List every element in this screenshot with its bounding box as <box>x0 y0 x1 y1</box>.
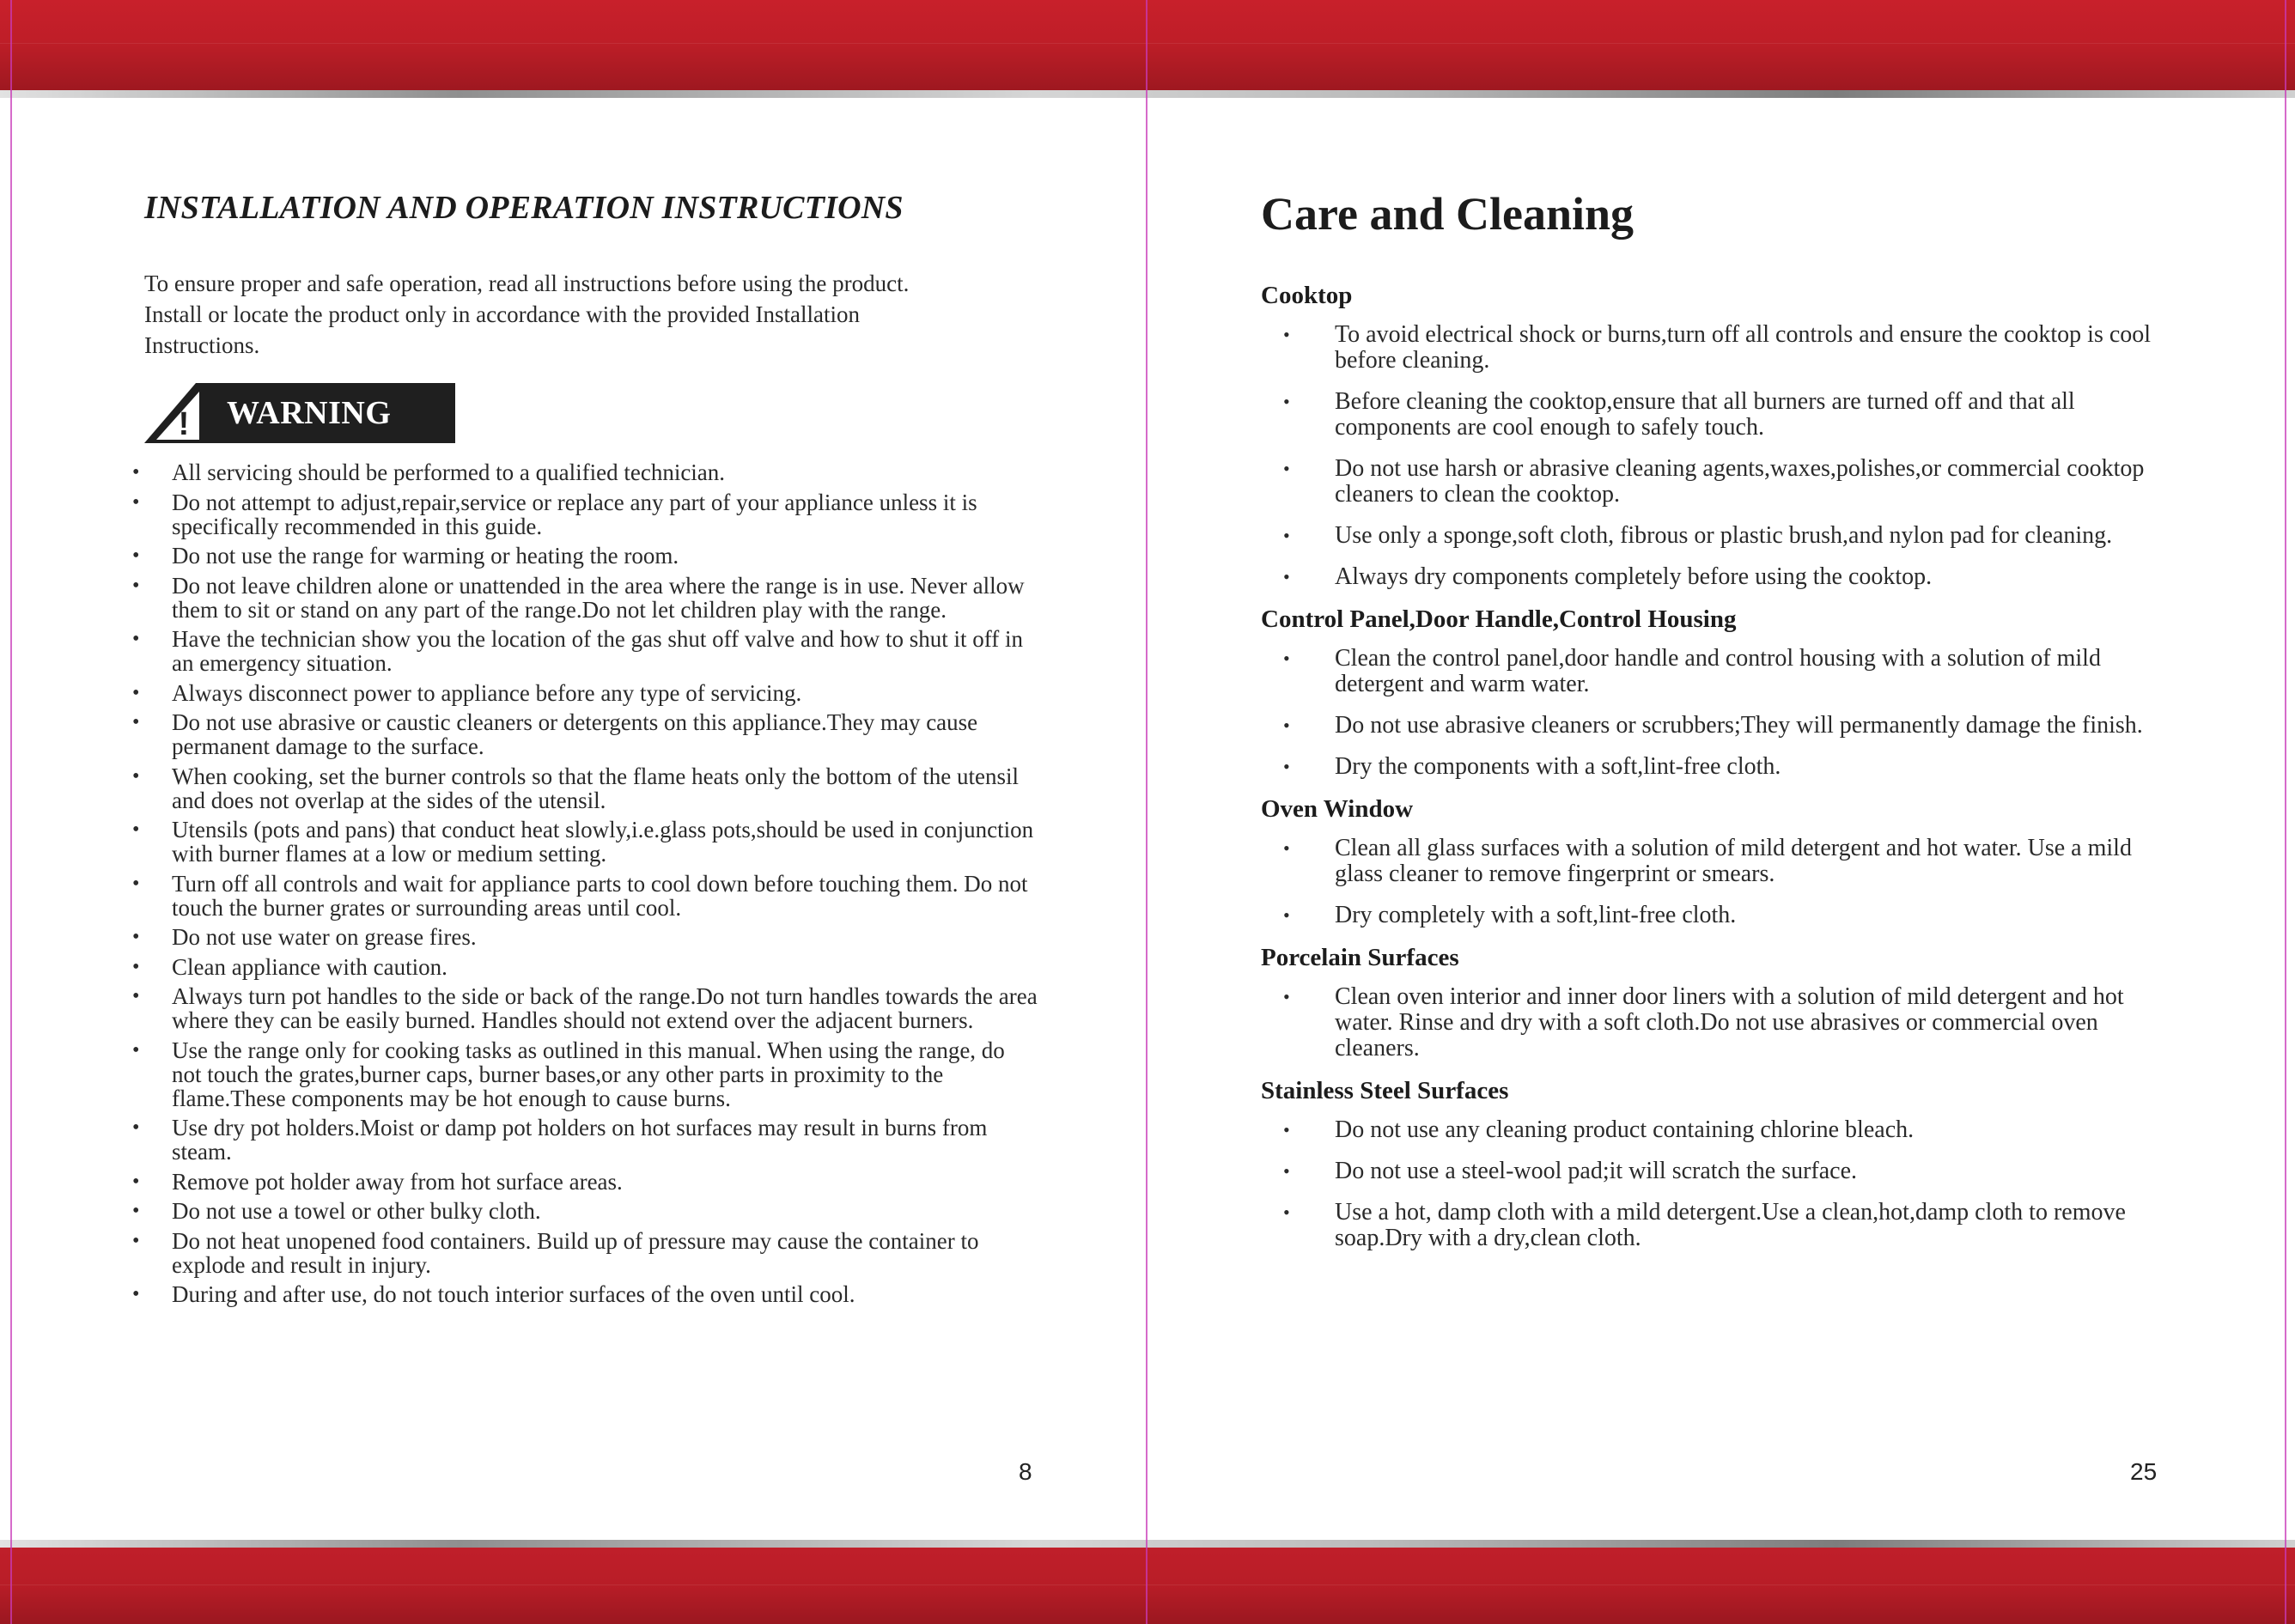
bottom-red-band <box>0 1548 2295 1624</box>
cleaning-list-item <box>1261 564 2163 590</box>
warning-item-text: When cooking, set the burner controls so that the flame heats only the bottom of the utensil and does not overlap at the sides of the utensil. <box>172 763 1020 813</box>
warning-list-item <box>125 818 1038 866</box>
cleaning-item-text: Always dry components completely before using the cooktop. <box>1335 563 1933 590</box>
bullet-icon: • <box>132 544 140 567</box>
warning-list-item <box>125 574 1038 622</box>
cleaning-item-text: Use a hot, damp cloth with a mild detergent.Use a clean,hot,damp cloth to remove soap.Dry with a dry,clean cloth. <box>1335 1199 2126 1251</box>
warning-list-item <box>125 1199 1038 1223</box>
bullet-icon: • <box>132 490 140 514</box>
warning-triangle-icon <box>144 383 206 443</box>
warning-list-item <box>125 710 1038 758</box>
warning-item-text: Always disconnect power to appliance before any type of servicing. <box>172 679 802 706</box>
cleaning-list-item <box>1261 523 2163 549</box>
cleaning-list-item <box>1261 713 2163 739</box>
section-title: Control Panel,Door Handle,Control Housing <box>1261 605 1737 633</box>
bullet-icon: • <box>1283 458 1290 479</box>
warning-item-text: Do not use water on grease fires. <box>172 924 477 950</box>
cleaning-list-item <box>1261 754 2163 780</box>
bullet-icon: • <box>132 1170 140 1193</box>
cleaning-list-item <box>1261 1200 2163 1251</box>
warning-item-text: Do not attempt to adjust,repair,service or replace any part of your appliance unless it is specifically recommended in this guide. <box>172 489 977 539</box>
bullet-icon: • <box>1283 1160 1290 1182</box>
bullet-icon: • <box>1283 904 1290 926</box>
cleaning-item-text: Do not use any cleaning product containing chlorine bleach. <box>1335 1116 1915 1143</box>
left-page <box>132 189 1038 1312</box>
section-title: Stainless Steel Surfaces <box>1261 1077 1509 1104</box>
warning-list-item <box>125 1116 1038 1164</box>
cleaning-item-text: Do not use a steel-wool pad;it will scratch the surface. <box>1335 1158 1858 1184</box>
warning-list-item <box>125 490 1038 538</box>
warning-list-item <box>125 872 1038 920</box>
bullet-icon: • <box>1283 756 1290 777</box>
warning-list-item <box>125 627 1038 675</box>
bullet-icon: • <box>132 461 140 484</box>
section-title: Cooktop <box>1261 282 1353 309</box>
warning-list-item <box>125 544 1038 568</box>
warning-item-text: Use dry pot holders.Moist or damp pot holders on hot surfaces may result in burns from steam. <box>172 1115 988 1165</box>
cleaning-list-item <box>1261 903 2163 928</box>
page-guide-right <box>2285 0 2286 1624</box>
bullet-icon: • <box>1283 648 1290 669</box>
bullet-icon: • <box>1283 324 1290 345</box>
warning-list-item <box>125 1170 1038 1194</box>
bullet-icon: • <box>132 711 140 733</box>
warning-list-item <box>125 460 1038 484</box>
top-band-shadow <box>0 90 2295 98</box>
cleaning-sections <box>1261 282 2163 1251</box>
cleaning-item-text: Clean the control panel,door handle and control housing with a solution of mild detergent and warm water. <box>1335 645 2101 697</box>
warning-list-item <box>125 1282 1038 1306</box>
intro-line: Install or locate the product only in accordance with the provided Installation <box>144 301 860 327</box>
section-list <box>1261 646 2163 780</box>
warning-exclamation: ! <box>178 406 190 442</box>
page-guide-center <box>1146 0 1148 1624</box>
cleaning-list-item <box>1261 322 2163 374</box>
warning-item-text: Clean appliance with caution. <box>172 953 447 980</box>
bullet-icon: • <box>132 764 140 788</box>
cleaning-list-item <box>1261 836 2163 887</box>
bullet-icon: • <box>132 1229 140 1252</box>
bullet-icon: • <box>1283 566 1290 587</box>
page-number-right: 25 <box>2130 1458 2158 1485</box>
section-list <box>1261 322 2163 590</box>
bullet-icon: • <box>132 1116 140 1139</box>
warning-item-text: Always turn pot handles to the side or back of the range.Do not turn handles towards the area where they can be easily burned. Handles should not extend over the adjacent burners. <box>172 983 1038 1033</box>
warning-list-item <box>125 1229 1038 1277</box>
warning-list-item <box>125 925 1038 949</box>
cleaning-item-text: Dry completely with a soft,lint-free cloth. <box>1335 902 1737 928</box>
care-cleaning-heading: Care and Cleaning <box>1261 188 1635 240</box>
bullet-icon: • <box>1283 715 1290 736</box>
intro-paragraph <box>144 268 1038 361</box>
bullet-icon: • <box>132 1200 140 1222</box>
warning-item-text: Remove pot holder away from hot surface areas. <box>172 1168 623 1195</box>
warning-label <box>144 383 455 443</box>
warning-item-text: Do not use a towel or other bulky cloth. <box>172 1198 541 1224</box>
cleaning-list-item <box>1261 646 2163 697</box>
cleaning-list-item <box>1261 1117 2163 1143</box>
warning-list <box>125 460 1038 1306</box>
section-title: Oven Window <box>1261 795 1414 823</box>
warning-text: WARNING <box>206 383 455 443</box>
bullet-icon: • <box>132 818 140 841</box>
bullet-icon: • <box>1283 837 1290 859</box>
bullet-icon: • <box>1283 525 1290 546</box>
warning-item-text: All servicing should be performed to a qualified technician. <box>172 459 726 485</box>
top-red-band <box>0 0 2295 90</box>
cleaning-item-text: Clean oven interior and inner door liners with a solution of mild detergent and hot water. Rinse and dry with a soft cloth.Do not use abrasives or commercial oven cleaners. <box>1335 983 2124 1061</box>
cleaning-item-text: Do not use harsh or abrasive cleaning agents,waxes,polishes,or commercial cooktop cleaners to clean the cooktop. <box>1335 455 2145 508</box>
cleaning-list-item <box>1261 456 2163 508</box>
warning-list-item <box>125 1038 1038 1110</box>
cleaning-item-text: Clean all glass surfaces with a solution of mild detergent and hot water. Use a mild glass cleaner to remove fingerprint or smears. <box>1335 835 2132 887</box>
warning-list-item <box>125 681 1038 705</box>
bullet-icon: • <box>132 628 140 650</box>
warning-list-item <box>125 955 1038 979</box>
right-page <box>1261 187 2163 1267</box>
section-list <box>1261 836 2163 928</box>
page-number-left: 8 <box>1019 1458 1032 1485</box>
section-list <box>1261 984 2163 1061</box>
bullet-icon: • <box>132 985 140 1007</box>
bullet-icon: • <box>132 574 140 597</box>
warning-item-text: Do not use abrasive or caustic cleaners or detergents on this appliance.They may cause permanent damage to the surface. <box>172 709 978 759</box>
installation-heading: INSTALLATION AND OPERATION INSTRUCTIONS <box>144 190 904 226</box>
warning-item-text: Turn off all controls and wait for appliance parts to cool down before touching them. Do not touch the burner grates or surrounding areas until cool. <box>172 870 1028 921</box>
cleaning-item-text: Do not use abrasive cleaners or scrubbers;They will permanently damage the finish. <box>1335 712 2143 739</box>
bullet-icon: • <box>132 1038 140 1061</box>
warning-item-text: Use the range only for cooking tasks as outlined in this manual. When using the range, do not touch the grates,burner caps, burner bases,or any other parts in proximity to the flame.These components may be hot enough to cause burns. <box>172 1037 1005 1111</box>
bullet-icon: • <box>132 681 140 704</box>
warning-item-text: Do not leave children alone or unattended in the area where the range is in use. Never allow them to sit or stand on any part of the range.Do not let children play with the range. <box>172 572 1025 623</box>
cleaning-list-item <box>1261 1159 2163 1184</box>
intro-line: To ensure proper and safe operation, read all instructions before using the product. <box>144 271 910 296</box>
warning-list-item <box>125 984 1038 1032</box>
section-title: Porcelain Surfaces <box>1261 944 1459 971</box>
warning-item-text: Have the technician show you the location of the gas shut off valve and how to shut it off in an emergency situation. <box>172 626 1024 676</box>
cleaning-list-item <box>1261 984 2163 1061</box>
bullet-icon: • <box>132 926 140 948</box>
bullet-icon: • <box>132 955 140 978</box>
cleaning-item-text: Dry the components with a soft,lint-free cloth. <box>1335 753 1781 780</box>
cleaning-list-item <box>1261 389 2163 441</box>
cleaning-item-text: To avoid electrical shock or burns,turn off all controls and ensure the cooktop is cool before cleaning. <box>1335 321 2152 374</box>
bullet-icon: • <box>1283 1119 1290 1140</box>
warning-item-text: Do not use the range for warming or heating the room. <box>172 543 679 569</box>
intro-line: Instructions. <box>144 332 260 358</box>
page-guide-left <box>10 0 12 1624</box>
cleaning-item-text: Use only a sponge,soft cloth, fibrous or plastic brush,and nylon pad for cleaning. <box>1335 522 2113 549</box>
bullet-icon: • <box>1283 986 1290 1007</box>
cleaning-item-text: Before cleaning the cooktop,ensure that all burners are turned off and that all components are cool enough to safely touch. <box>1335 388 2075 441</box>
warning-item-text: Do not heat unopened food containers. Build up of pressure may cause the container to explode and result in injury. <box>172 1227 979 1278</box>
warning-item-text: Utensils (pots and pans) that conduct heat slowly,i.e.glass pots,should be used in conjunction with burner flames at a low or medium setting. <box>172 817 1034 867</box>
section-list <box>1261 1117 2163 1251</box>
warning-item-text: During and after use, do not touch interior surfaces of the oven until cool. <box>172 1281 855 1307</box>
bullet-icon: • <box>1283 1201 1290 1223</box>
warning-list-item <box>125 764 1038 812</box>
bottom-band-shadow <box>0 1540 2295 1548</box>
bullet-icon: • <box>132 872 140 895</box>
bullet-icon: • <box>132 1283 140 1305</box>
bullet-icon: • <box>1283 391 1290 412</box>
